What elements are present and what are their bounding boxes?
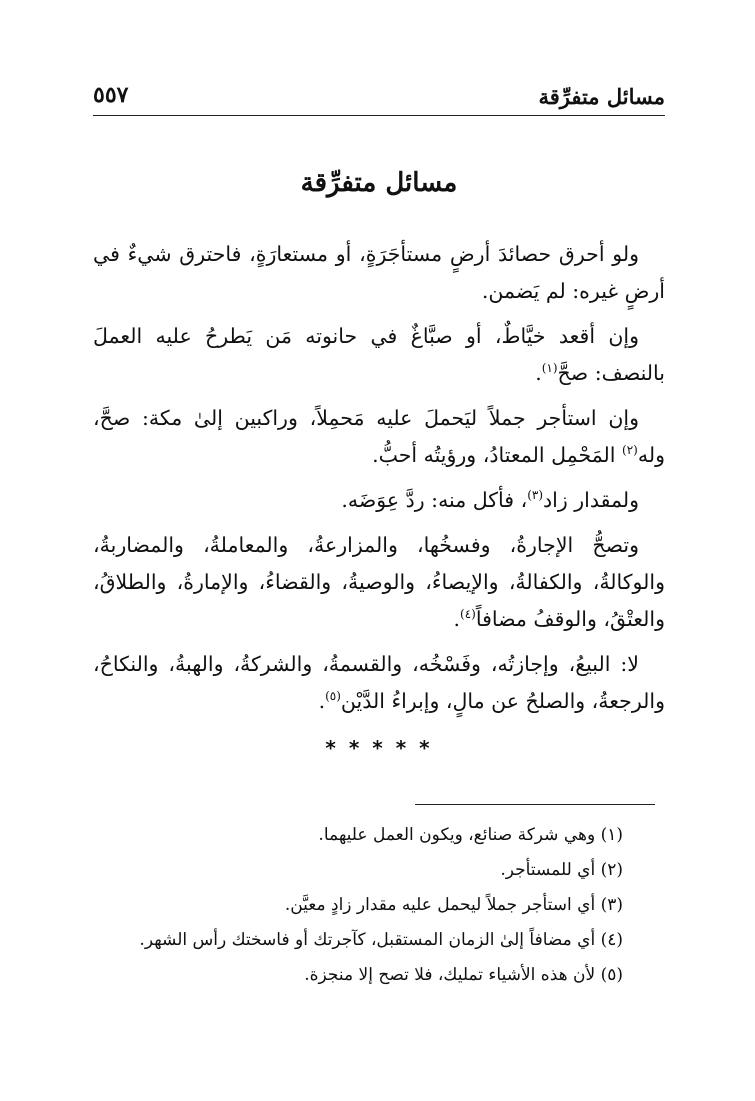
footnote: (٤) أي مضافاً إلىٰ الزمان المستقبل، كآجرتك أو فاسختك رأس الشهر. [139,930,623,950]
paragraph [93,646,665,720]
paragraph [93,318,665,392]
footnote-ref[interactable]: (١) [541,361,558,376]
footnote-divider [415,804,655,805]
paragraph [93,236,665,310]
paragraph-text: وإن أقعد خيَّاطٌ، أو صبَّاغٌ في حانوته مَن يَطرحُ عليه العملَ بالنصف: صحَّ [93,324,665,385]
footnote-ref[interactable]: (٢) [622,443,638,458]
footnote-ref[interactable]: (٥) [325,689,341,704]
paragraph-text-tail: . [318,689,326,713]
paragraph-text-tail: ، فأكل منه: ردَّ عِوَضَه. [341,488,528,512]
chapter-title: مسائل متفرِّقة [300,168,458,198]
footnote: (٢) أي للمستأجر. [500,860,623,880]
paragraph-text: ولو أحرق حصائدَ أرضٍ مستأجَرَةٍ، أو مستعارَةٍ، فاحترق شيءٌ في أرضٍ غيره: لم يَضمن. [93,242,665,303]
paragraph-text: وإن استأجر جملاً ليَحملَ عليه مَحمِلاً، وراكبين إلىٰ مكة: صحَّ، وله [93,406,665,467]
running-title: مسائل متفرِّقة [538,84,665,109]
footnote-ref[interactable]: (٤) [460,607,476,622]
paragraph-text-tail: . [453,607,460,631]
page-header [93,78,665,116]
footnote-ref[interactable]: (٣) [527,488,544,503]
paragraph-text: لا: البيعُ، وإجازتُه، وفَسْخُه، والقسمةُ، والشركةُ، والهبةُ، والنكاحُ، والرجعةُ، والصلحُ عن مالٍ، وإبراءُ الدَّيْن [93,652,665,713]
section-separator: * * * * * [325,736,433,760]
paragraph-text: وتصحُّ الإجارةُ، وفسخُها، والمزارعةُ، والمعاملةُ، والمضاربةُ، والوكالةُ، والكفالةُ، والإيصاءُ، والوصيةُ، والقضاءُ، والإمارةُ، والطلاقُ، والعتْقُ، والوقفُ مضافاً [93,533,665,631]
header-divider [93,115,665,116]
paragraph-text: ولمقدار زاد [543,488,639,512]
page-number: ٥٥٧ [93,82,129,108]
main-text [93,236,665,728]
footnote: (٥) لأن هذه الأشياء تمليك، فلا تصح إلا منجزة. [304,965,623,985]
paragraph-text-tail: المَحْمِل المعتادُ، ورؤيتُه أحبُّ. [372,443,623,467]
paragraph [93,482,665,519]
footnote: (١) وهي شركة صنائع، ويكون العمل عليهما. [318,825,623,845]
paragraph-text-tail: . [535,361,542,385]
footnote: (٣) أي استأجر جملاً ليحمل عليه مقدار زادٍ معيَّن. [284,895,623,915]
paragraph [93,527,665,638]
paragraph [93,400,665,474]
footnotes [93,818,623,993]
